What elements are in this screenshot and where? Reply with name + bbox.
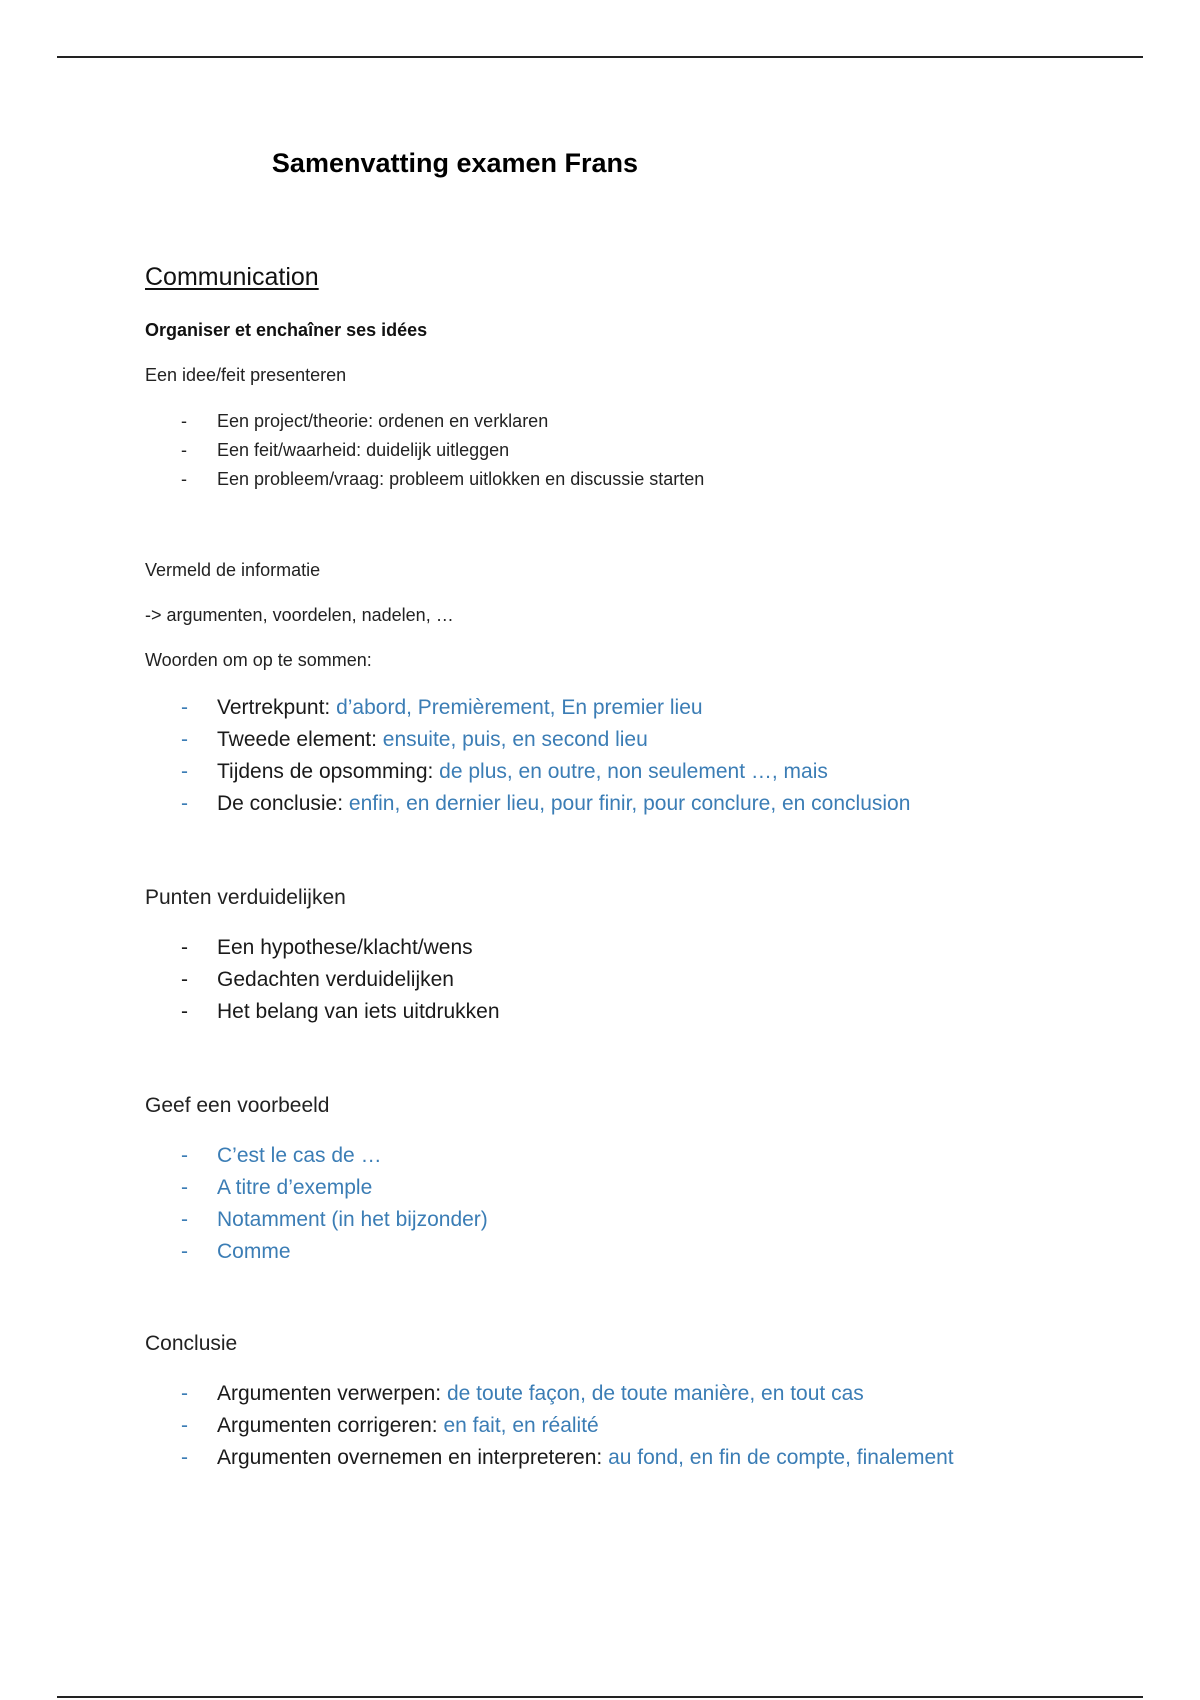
subsection-title: Organiser et enchaîner ses idées: [145, 320, 428, 340]
list-item: - Argumenten corrigeren: en fait, en réalité: [181, 1414, 599, 1437]
list-item: - Een project/theorie: ordenen en verklaren: [181, 411, 549, 431]
info-heading: Vermeld de informatie: [145, 560, 321, 580]
list-item: - Een feit/waarheid: duidelijk uitleggen: [181, 440, 510, 460]
enum-list: [145, 692, 910, 820]
list-item: - Argumenten verwerpen: de toute façon, de toute manière, en tout cas: [181, 1382, 864, 1405]
list-item: - Vertrekpunt: d’abord, Premièrement, En premier lieu: [181, 696, 703, 719]
conclusion-heading: Conclusie: [145, 1332, 238, 1355]
list-item: - Gedachten verduidelijken: [181, 968, 454, 991]
clarify-list: [145, 932, 500, 1028]
list-item: - Tijdens de opsomming: de plus, en outre, non seulement …, mais: [181, 760, 828, 783]
list-item: - De conclusie: enfin, en dernier lieu, pour finir, pour conclure, en conclusion: [181, 792, 911, 815]
enum-heading: Woorden om op te sommen:: [145, 650, 372, 670]
list-item: - A titre d’exemple: [181, 1176, 373, 1199]
example-list: [145, 1140, 488, 1268]
bottom-rule: [57, 1696, 1143, 1698]
top-rule: [57, 56, 1143, 58]
list-item: - Comme: [181, 1240, 291, 1263]
info-arrow-line: -> argumenten, voordelen, nadelen, …: [145, 605, 454, 625]
example-heading: Geef een voorbeeld: [145, 1094, 330, 1117]
list-item: - C’est le cas de …: [181, 1144, 382, 1167]
present-list: [145, 407, 704, 494]
conclusion-list: [145, 1378, 954, 1474]
present-heading: Een idee/feit presenteren: [145, 365, 347, 385]
document-title: Samenvatting examen Frans: [271, 148, 639, 178]
list-item: - Het belang van iets uitdrukken: [181, 1000, 500, 1023]
list-item: - Argumenten overnemen en interpreteren: au fond, en fin de compte, finalement: [181, 1446, 954, 1469]
list-item: - Tweede element: ensuite, puis, en second lieu: [181, 728, 648, 751]
list-item: - Een hypothese/klacht/wens: [181, 936, 473, 959]
list-item: - Een probleem/vraag: probleem uitlokken en discussie starten: [181, 469, 705, 489]
list-item: - Notamment (in het bijzonder): [181, 1208, 488, 1231]
section-heading: Communication: [145, 263, 319, 291]
clarify-heading: Punten verduidelijken: [145, 886, 346, 909]
